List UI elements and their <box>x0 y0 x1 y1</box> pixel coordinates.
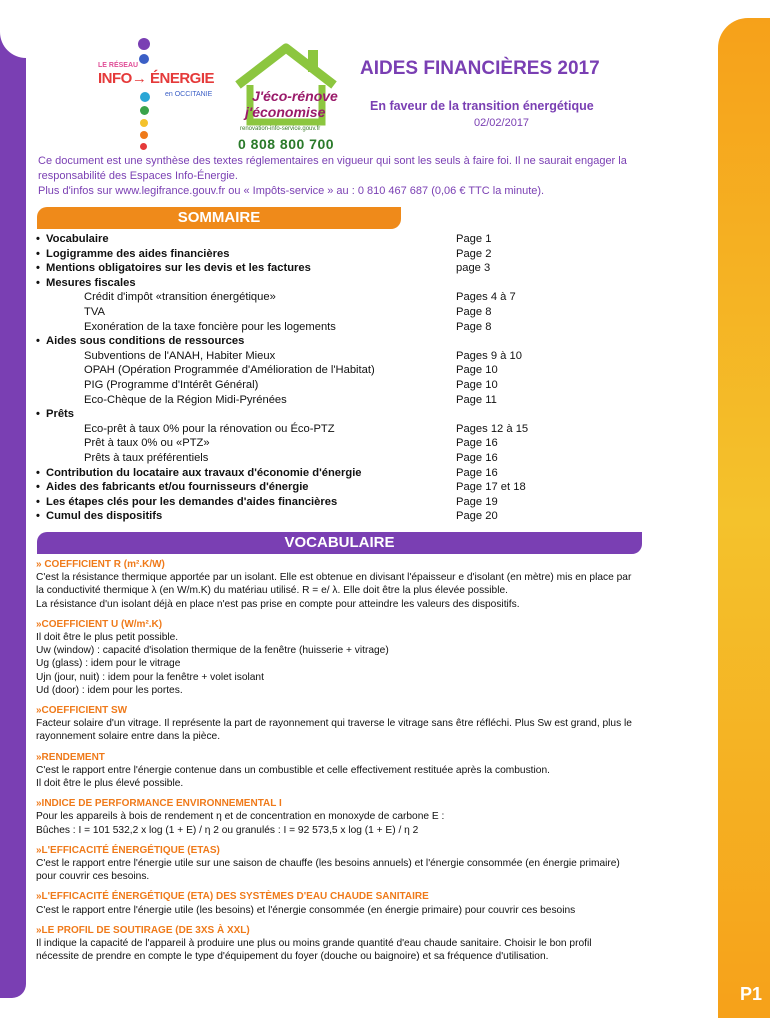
page-subtitle: En faveur de la transition énergétique <box>370 99 594 113</box>
vocab-heading: »INDICE DE PERFORMANCE ENVIRONNEMENTAL I <box>36 798 282 810</box>
vocab-text: Bûches : I = 101 532,2 x log (1 + E) / η 2 ou granulés : I = 92 573,5 x log (1 + E) / η 2 <box>36 824 419 836</box>
vocabulary-section <box>36 558 636 970</box>
vocab-text: C'est la résistance thermique apportée par un isolant. Elle est obtenue en divisant l'épaisseur e d'isolant (en mètre) mis en place par la conductivité thermique λ (en W/m.K) du matériau utilisé. R = e/ λ. Elle doit être la plus élevée possible. <box>36 572 632 597</box>
page-number: P1 <box>739 984 762 1004</box>
right-orange-band <box>718 18 770 1018</box>
toc-row: • Logigramme des aides financières Page 2 <box>36 247 492 260</box>
logo-economise-text: j'économise <box>245 104 326 120</box>
page-title: AIDES FINANCIÈRES 2017 <box>360 58 600 79</box>
vocab-entry <box>36 704 636 744</box>
toc-row: Prêts à taux préférentiels Page 16 <box>84 451 498 464</box>
toc-row: Subventions de l'ANAH, Habiter Mieux Pages 9 à 10 <box>84 349 522 362</box>
vocab-entry <box>36 558 636 611</box>
vocab-entry <box>36 797 636 837</box>
intro-more-info: Plus d'infos sur www.legifrance.gouv.fr ou « Impôts-service » au : 0 810 467 687 (0,06 € TTC la minute). <box>38 185 545 197</box>
vocab-entry <box>36 924 636 964</box>
vocab-heading: »L'EFFICACITÉ ÉNERGÉTIQUE (ETAS) <box>36 844 220 856</box>
vocab-text: C'est le rapport entre l'énergie utile sur une saison de chauffe (les besoins annuels) et l'énergie consommée (en énergie primaire) pour couvrir ces besoins. <box>36 858 620 883</box>
toc-row: Crédit d'impôt «transition énergétique» Pages 4 à 7 <box>84 291 516 304</box>
logo-occitanie-label: en OCCITANIE <box>165 91 213 98</box>
vocab-heading: »LE PROFIL DE SOUTIRAGE (DE 3XS À XXL) <box>36 924 250 936</box>
vocab-text: Il doit être le plus élevé possible. <box>36 778 184 790</box>
intro-text <box>38 154 678 199</box>
toc-row: TVA Page 8 <box>84 305 492 318</box>
logo-url: renovation-info-service.gouv.fr <box>240 126 321 132</box>
vocab-text: Ud (door) : idem pour les portes. <box>36 684 183 696</box>
vocab-text: C'est le rapport entre l'énergie utile (les besoins) et l'énergie consommée (en énergie primaire) pour couvrir ces besoins <box>36 904 576 916</box>
toc-row: • Contribution du locataire aux travaux d'économie d'énergie Page 16 <box>36 466 498 479</box>
vocab-heading: » COEFFICIENT R (m².K/W) <box>36 559 165 570</box>
vocab-text: Ug (glass) : idem pour le vitrage <box>36 658 181 670</box>
toc-row: • Mentions obligatoires sur les devis et les factures page 3 <box>36 262 491 275</box>
toc-row: OPAH (Opération Programmée d'Amélioration de l'Habitat) Page 10 <box>84 364 498 377</box>
toc-row: • Mesures fiscales <box>36 276 136 289</box>
vocab-entry <box>36 618 636 697</box>
table-of-contents <box>36 232 596 524</box>
toc-row: PIG (Programme d'Intérêt Général) Page 10 <box>84 378 498 391</box>
logo-phone: 0 808 800 700 <box>238 136 335 152</box>
toc-row: Eco-Chèque de la Région Midi-Pyrénées Page 11 <box>84 393 497 406</box>
vocabulaire-banner: VOCABULAIRE <box>37 532 642 554</box>
toc-row: • Les étapes clés pour les demandes d'aides financières Page 19 <box>36 495 498 508</box>
logo-eco-renove-text: J'éco-rénove <box>252 88 338 104</box>
toc-row: • Prêts <box>36 408 74 421</box>
logo-info-energie-label: INFO→ ÉNERGIE <box>98 70 215 87</box>
vocab-text: Il doit être le plus petit possible. <box>36 632 179 644</box>
toc-row: • Vocabulaire Page 1 <box>36 233 492 245</box>
toc-row: • Aides des fabricants et/ou fournisseurs d'énergie Page 17 et 18 <box>36 481 526 494</box>
page-date: 02/02/2017 <box>474 117 530 129</box>
logo-reseau-label: LE RÉSEAU <box>98 62 139 69</box>
vocab-entry <box>36 751 636 791</box>
vocab-entry <box>36 890 636 916</box>
left-purple-band <box>0 28 26 998</box>
vocab-heading: »L'EFFICACITÉ ÉNERGÉTIQUE (ETA) DES SYSTÈMES D'EAU CHAUDE SANITAIRE <box>36 891 429 903</box>
vocab-heading: »COEFFICIENT SW <box>36 705 128 717</box>
toc-row: • Cumul des dispositifs Page 20 <box>36 510 498 523</box>
intro-disclaimer: Ce document est une synthèse des textes réglementaires en vigueur qui sont les seuls à faire foi. Il ne saurait engager la responsabilité des Espaces Info-Énergie. <box>38 155 627 182</box>
vocab-heading: »COEFFICIENT U (W/m².K) <box>36 618 163 630</box>
sommaire-banner: SOMMAIRE <box>37 207 401 229</box>
vocab-text: La résistance d'un isolant déjà en place n'est pas prise en compte pour atteindre les valeurs des dispositifs. <box>36 598 520 610</box>
vocab-heading: »RENDEMENT <box>36 751 105 763</box>
vocab-text: Il indique la capacité de l'appareil à produire une plus ou moins grande quantité d'eau chaude sanitaire. Choisir le bon profil nécessite de prendre en compte le type d'équipement du foyer (douche ou baignoire) et sa fréquence d'utilisation. <box>36 938 592 963</box>
vocab-text: Facteur solaire d'un vitrage. Il représente la part de rayonnement qui traverse le vitrage sans être réfléchi. Plus Sw est grand, plus le rayonnement solaire entre dans la pièce. <box>36 718 632 743</box>
vocab-text: Uw (window) : capacité d'isolation thermique de la fenêtre (huisserie + vitrage) <box>36 645 389 657</box>
toc-row: Eco-prêt à taux 0% pour la rénovation ou Éco-PTZ Pages 12 à 15 <box>84 422 529 435</box>
vocab-entry <box>36 844 636 884</box>
vocab-text: Ujn (jour, nuit) : idem pour la fenêtre + volet isolant <box>36 671 264 683</box>
toc-row: Exonération de la taxe foncière pour les logements Page 8 <box>84 320 492 333</box>
toc-row: Prêt à taux 0% ou «PTZ» Page 16 <box>84 437 498 450</box>
vocab-text: Pour les appareils à bois de rendement η et de concentration en monoxyde de carbone E : <box>36 811 445 823</box>
toc-row: • Aides sous conditions de ressources <box>36 335 245 348</box>
vocab-text: C'est le rapport entre l'énergie contenue dans un combustible et celle effectivement restituée après la combustion. <box>36 764 550 776</box>
